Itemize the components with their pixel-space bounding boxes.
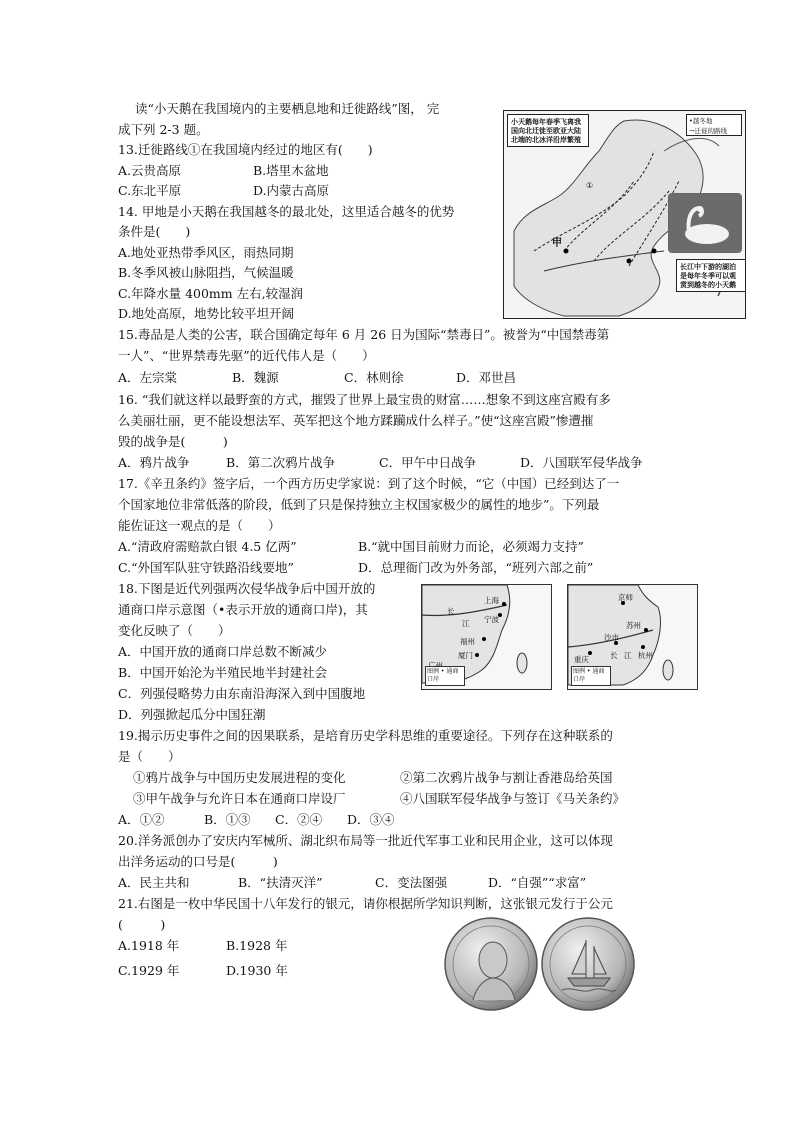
river-label: 长	[447, 607, 455, 616]
port-label: 沙市	[604, 633, 619, 642]
port-label: 厦门	[458, 651, 473, 660]
swan-migration-map	[503, 110, 746, 319]
map-2-legend: 图例 • 通商口岸	[571, 666, 611, 686]
q18-stem-1: 18.下图是近代列强两次侵华战争后中国开放的	[118, 581, 376, 596]
q15-stem-1: 15.毒品是人类的公害，联合国确定每年 6 月 26 日为国际“禁毒日”。被誉为“中国禁毒第	[118, 327, 610, 342]
q20-option-b: B．“扶清灭洋”	[238, 875, 323, 890]
q19-item-3: ③甲午战争与允许日本在通商口岸设厂	[133, 791, 346, 806]
q19-option-d: D．③④	[347, 812, 395, 827]
coin-obverse	[443, 916, 539, 1012]
treaty-ports-map-1	[421, 584, 552, 690]
q13-option-a: A.云贵高原	[118, 163, 182, 178]
q17-option-a: A.“清政府需赔款白银 4.5 亿两”	[118, 539, 297, 554]
q16-option-d: D．八国联军侵华战争	[520, 455, 643, 470]
q19-stem-1: 19.揭示历史事件之间的因果联系，是培育历史学科思维的重要途径。下列存在这种联系的	[118, 728, 613, 743]
q16-option-c: C．甲午中日战争	[379, 455, 477, 470]
q15-stem-2: 一人”、“世界禁毒先驱”的近代伟人是（ ）	[118, 348, 375, 363]
q16-stem-1: 16. “我们就这样以最野蛮的方式，摧毁了世界上最宝贵的财富……想象不到这座宫殿有多	[118, 392, 611, 407]
river-label: 长	[610, 651, 618, 660]
swan-icon	[669, 194, 741, 252]
q14-stem-1: 14. 甲地是小天鹅在我国越冬的最北处，这里适合越冬的优势	[118, 204, 455, 219]
q13-option-c: C.东北平原	[118, 183, 182, 198]
port-label: 重庆	[574, 655, 589, 664]
q21-stem-2: ( )	[118, 917, 166, 932]
q15-option-b: B．魏源	[232, 370, 279, 385]
q19-stem-2: 是（ ）	[118, 749, 181, 764]
q21-option-a: A.1918 年	[118, 938, 180, 953]
q20-option-a: A．民主共和	[118, 875, 190, 890]
q19-option-c: C．②④	[275, 812, 323, 827]
q17-option-b: B.“就中国目前财力而论，必须竭力支持”	[358, 539, 584, 554]
q17-stem-1: 17.《辛丑条约》签字后，一个西方历史学家说：到了这个时候，“它（中国）已经到达了一	[118, 476, 620, 491]
map-note-north-migration: 小天鹅每年春季飞离我国向北迁徙至欧亚大陆北端的北冰洋沿岸繁殖	[507, 114, 589, 147]
q19-item-4: ④八国联军侵华战争与签订《马关条约》	[400, 791, 626, 806]
q21-option-c: C.1929 年	[118, 963, 180, 978]
q16-option-a: A．鸦片战争	[118, 455, 190, 470]
port-label: 福州	[460, 637, 475, 646]
q17-stem-3: 能佐证这一观点的是（ ）	[118, 518, 281, 533]
q14-option-d: D.地处高原，地势比较平坦开阔	[118, 306, 295, 321]
q18-option-a: A．中国开放的通商口岸总数不断减少	[118, 644, 328, 659]
port-label: 京师	[618, 593, 633, 602]
q20-option-c: C．变法图强	[375, 875, 448, 890]
port-label: 宁波	[484, 615, 499, 624]
q18-stem-3: 变化反映了（ ）	[118, 623, 231, 638]
q19-option-b: B．①③	[204, 812, 251, 827]
q15-option-c: C．林则徐	[344, 370, 404, 385]
q17-stem-2: 个国家地位非常低落的阶段，低到了只是保持独立主权国家极少的属性的地步”。下列最	[118, 497, 600, 512]
port-label: 上海	[484, 596, 499, 605]
map-note-yangtze-lakes: 长江中下游的湖泊是每年冬季可以观赏到越冬的小天鹅	[676, 259, 746, 292]
q17-option-c: C.“外国军队驻守铁路沿线要地”	[118, 560, 294, 575]
intro-line-1: 读“小天鹅在我国境内的主要栖息地和迁徙路线”图， 完	[135, 101, 440, 116]
q20-option-d: D．“自强”“求富”	[488, 875, 587, 890]
q14-option-c: C.年降水量 400mm 左右,较湿润	[118, 286, 304, 301]
q14-option-a: A.地处亚热带季风区，雨热同期	[118, 245, 294, 260]
q16-option-b: B．第二次鸦片战争	[226, 455, 336, 470]
treaty-ports-map-2	[567, 584, 698, 690]
q19-item-2: ②第二次鸦片战争与割让香港岛给英国	[400, 770, 613, 785]
q15-option-a: A．左宗棠	[118, 370, 178, 385]
q21-option-b: B.1928 年	[226, 938, 288, 953]
river-label: 江	[462, 619, 470, 628]
q16-stem-2: 么美丽壮丽，更不能设想法军、英军把这个地方蹂躏成什么样子。”使“这座宫殿”惨遭摧	[118, 413, 594, 428]
q19-option-a: A．①②	[118, 812, 165, 827]
legend-wintering: •越冬地	[689, 117, 713, 125]
q13-stem: 13.迁徙路线①在我国境内经过的地区有( )	[118, 142, 373, 157]
legend-route: →迁徙的路线	[689, 127, 727, 135]
coin-reverse	[540, 916, 636, 1012]
q21-option-d: D.1930 年	[226, 963, 288, 978]
map-label-route-1: ①	[586, 181, 594, 190]
port-label: 苏州	[626, 621, 641, 630]
map-1-legend: 图例 • 通商口岸	[425, 666, 465, 686]
q14-stem-2: 条件是( )	[118, 224, 191, 239]
q13-option-d: D.内蒙古高原	[253, 183, 330, 198]
coin-reverse-junk-ship-icon	[540, 916, 636, 1012]
q18-option-b: B．中国开始沦为半殖民地半封建社会	[118, 665, 328, 680]
coin-obverse-portrait-icon	[443, 916, 539, 1012]
swan-photo	[668, 193, 742, 253]
q21-stem-1: 21.右图是一枚中华民国十八年发行的银元，请你根据所学知识判断，这张银元发行于公元	[118, 896, 613, 911]
q20-stem-2: 出洋务运动的口号是( )	[118, 854, 278, 869]
q16-stem-3: 毁的战争是( )	[118, 434, 228, 449]
map-legend	[686, 114, 742, 136]
q19-item-1: ①鸦片战争与中国历史发展进程的变化	[133, 770, 346, 785]
map-label-jia: 甲	[552, 238, 562, 249]
q18-option-d: D．列强掀起瓜分中国狂潮	[118, 707, 266, 722]
intro-line-2: 成下列 2-3 题。	[118, 122, 209, 137]
q18-stem-2: 通商口岸示意图（•表示开放的通商口岸)，其	[118, 602, 368, 617]
q20-stem-1: 20.洋务派创办了安庆内军械所、湖北织布局等一批近代军事工业和民用企业，这可以体现	[118, 833, 613, 848]
q17-option-d: D．总理衙门改为外务部，“班列六部之前”	[358, 560, 594, 575]
q15-option-d: D．邓世昌	[456, 370, 517, 385]
river-label: 江	[624, 651, 632, 660]
q13-option-b: B.塔里木盆地	[253, 163, 329, 178]
q14-option-b: B.冬季风被山脉阻挡，气候温暖	[118, 265, 294, 280]
port-label: 杭州	[638, 651, 653, 660]
q18-option-c: C．列强侵略势力由东南沿海深入到中国腹地	[118, 686, 366, 701]
